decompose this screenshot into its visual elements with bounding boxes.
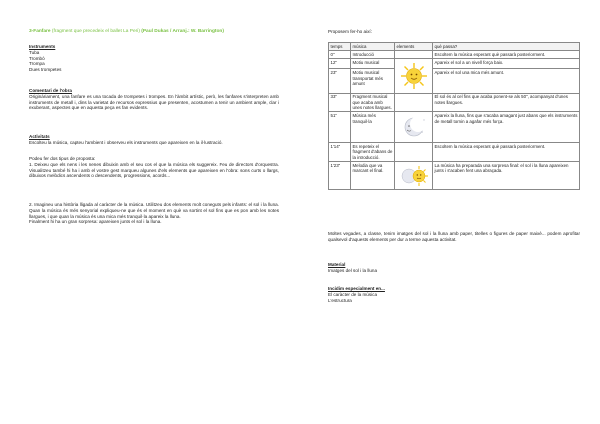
after-table-text: Moltes vegades, a classe, tenim imatges del sol i la lluna amb paper, titelles o figures de paper maixè... podem aprofitar qualsevol d'aquests elements per dur a terme aquesta activitat. [328,231,580,242]
cell-temps: 23" [329,69,351,93]
cell-elements [395,112,433,143]
cell-passa: Escoltem la música esperant què passarà posteriorment. [433,51,580,59]
piece-title-name: 3-Fanfare [29,29,51,34]
proposta-section [29,156,279,179]
instrument-item: Trombó [29,55,45,61]
proposta-2: 2. Imagineu una història lligada al caràcter de la música. Utilitzeu dos elements molt coneguts pels infants: el sol i la lluna. Quan la música és més senyorial expliqueu-ne que és el moment en què va sortint el sol fins que es pon amb les notes llargues, i que quan la música és una mica més tranquil·la apareix la lluna. [29,202,279,219]
instrument-item: Dues trompetes [29,67,62,73]
proposta-2-section [29,202,279,225]
table-row [329,161,580,190]
cell-passa: Apareix el sol una mica més amunt. [433,69,580,93]
proposta-1: 1. Deixeu que els nens i les nenes dibuixin amb el seu cos el que la música els suggereix. Feu de directors d'orquestra. Visualitzeu també hi ha i amb el vostre gest marqueu algunes d'els elements que apareixen en l'obra: sons curts o llargs, dibuixos melòdics ascendents o descendents, progressions, acords... [29,161,279,179]
comentari-heading: Comentari de l'obra [29,88,72,93]
cell-musica: Motiu musical [351,59,395,69]
cell-passa: La música ha preparada una sorpresa final: el sol i la lluna apareixen junts i s'acaben fent una abraçada. [433,161,580,190]
cell-elements [395,161,433,190]
cell-elements [395,59,433,94]
instruments-section [29,44,279,73]
cell-temps: 1'23" [329,161,351,190]
cell-passa: Apareix la lluna, fins que s'acaba amagant just abans que els instruments de metall tornin a agafar més força. [433,112,580,143]
header-musica: música [351,43,395,51]
activity-table [328,42,580,190]
incidim-item: El caràcter de la música [328,291,378,297]
instruments-heading: Instruments [29,44,56,49]
instrument-item: Tuba [29,49,40,55]
incidim-heading: Incidim especialment en... [328,286,385,291]
activitats-intro: Escolteu la música, capteu l'ambient i observeu els instruments que apareixen en la il·lustració. [29,139,223,145]
cell-elements [395,143,433,162]
cell-temps: 33" [329,93,351,112]
cell-musica: Fragment musical que acaba amb unes notes llargues. [351,93,395,112]
cell-musica: Motiu musical transportat més amunt [351,69,395,93]
material-text: Imatges del sol i la lluna [328,267,378,273]
cell-temps: 12" [329,59,351,69]
comentari-text: Originàriament, una fanfare es una tocada de trompetes i trompes. En l'àmbit artístic, però, les fanfares s'interpreten amb instruments de metall i, dins la varietat de recursos expressius que presenten, acostumen a tenir un ambient ample, clar i exuberant, aspectes que en aquesta peça es fan evidents. [29,93,279,111]
table-row [329,69,580,93]
activitats-heading: Activitats [29,134,50,139]
moon-icon [401,115,427,139]
incidim-item: L'estructura [328,297,352,303]
cell-musica: Melodia que va marcant el final. [351,161,395,190]
material-heading: Material [328,262,346,267]
material-section [328,262,580,274]
sun-moon-icon [399,165,429,187]
comentari-section [29,88,279,111]
cell-passa: El sol és al cel fins que acaba ponent-se als 50", acompanyat d'unes notes llargues. [433,93,580,112]
table-row [329,143,580,162]
cell-temps: 0" [329,51,351,59]
piece-title-composer: (Paul Dukas / Arranj.: W. Barrington) [141,29,224,34]
table-intro: Proposem fer-ho així: [328,29,372,34]
header-passa: què passa? [433,43,580,51]
sun-icon [400,62,428,90]
table-header-row [329,43,580,51]
cell-musica: Música més tranquil·la [351,112,395,143]
cell-musica: Introducció [351,51,395,59]
cell-temps: 1'14" [329,143,351,162]
cell-temps: 51" [329,112,351,143]
table-row [329,51,580,59]
instrument-item: Trompa [29,61,45,67]
proposta-end: Finalment hi ha un gran sorpresa: apareixen junts el sol i la lluna. [29,219,162,225]
table-row [329,59,580,69]
piece-title-subtitle: (fragment que precedeix el ballet La Peri) [50,29,142,34]
cell-passa: Escoltem la música esperant què passarà posteriorment. [433,143,580,162]
proposta-intro: Podeu fer dos tipus de proposta: [29,156,96,161]
header-temps: temps [329,43,351,51]
activitats-section [29,134,279,146]
table-row [329,93,580,112]
table-row [329,112,580,143]
cell-elements [395,51,433,59]
incidim-section [328,286,580,303]
cell-musica: Es repeteix el fragment d'abans de la introducció. [351,143,395,162]
piece-title [29,29,279,35]
header-elements: elements [395,43,433,51]
cell-elements [395,93,433,112]
cell-passa: Apareix el sol a un nivell força baix. [433,59,580,69]
